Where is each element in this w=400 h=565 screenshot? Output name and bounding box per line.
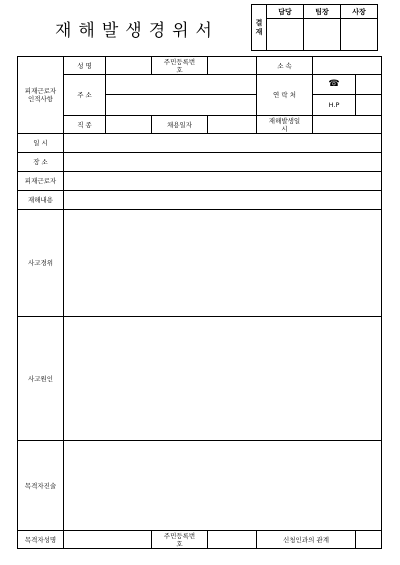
accident-datetime-label: 재해발생일 시 bbox=[257, 116, 313, 134]
witness-statement-field[interactable] bbox=[64, 441, 382, 531]
witness-rrn-label: 주민등록번 호 bbox=[152, 531, 208, 549]
witness-rrn-field[interactable] bbox=[208, 531, 257, 549]
victim-section-label: 피재근로자 인적사항 bbox=[18, 57, 64, 134]
accident-process-label: 사고경위 bbox=[18, 210, 64, 317]
contact-field[interactable] bbox=[356, 75, 382, 116]
address-line-1[interactable] bbox=[106, 75, 256, 95]
name-field[interactable] bbox=[106, 57, 152, 75]
job-field[interactable] bbox=[106, 116, 152, 134]
accident-process-field[interactable] bbox=[64, 210, 382, 317]
hire-date-field[interactable] bbox=[208, 116, 257, 134]
victim-worker-label: 피재근로자 bbox=[18, 172, 64, 191]
address-label: 주 소 bbox=[64, 75, 106, 116]
accident-cause-label: 사고원인 bbox=[18, 317, 64, 441]
place-field[interactable] bbox=[64, 153, 382, 172]
name-label: 성 명 bbox=[64, 57, 106, 75]
witness-name-field[interactable] bbox=[64, 531, 152, 549]
accident-cause-field[interactable] bbox=[64, 317, 382, 441]
hp-label: H.P bbox=[328, 101, 340, 109]
accident-datetime-field[interactable] bbox=[313, 116, 382, 134]
rrn-field[interactable] bbox=[208, 57, 257, 75]
approval-label: 결 재 bbox=[252, 5, 267, 51]
rrn-label: 주민등록번 호 bbox=[152, 57, 208, 75]
dept-field[interactable] bbox=[313, 57, 382, 75]
phone-icon: ☎ bbox=[313, 75, 355, 95]
job-label: 직 종 bbox=[64, 116, 106, 134]
approval-box bbox=[251, 4, 378, 51]
place-label: 장 소 bbox=[18, 153, 64, 172]
date-time-label: 일 시 bbox=[18, 134, 64, 153]
approval-sign-manager[interactable] bbox=[267, 19, 304, 51]
relation-label: 신청인과의 관계 bbox=[257, 531, 356, 549]
address-field[interactable] bbox=[106, 75, 257, 116]
contact-label: 연 락 처 bbox=[257, 75, 313, 116]
contact-type-cell bbox=[313, 75, 356, 116]
mobile-phone-field[interactable] bbox=[356, 95, 381, 115]
accident-detail-label: 재해내용 bbox=[18, 191, 64, 210]
date-time-field[interactable] bbox=[64, 134, 382, 153]
approval-header-manager: 담당 bbox=[267, 5, 304, 19]
witness-statement-label: 목격자진술 bbox=[18, 441, 64, 531]
hire-date-label: 채용일자 bbox=[152, 116, 208, 134]
approval-sign-ceo[interactable] bbox=[341, 19, 378, 51]
witness-name-label: 목격자성명 bbox=[18, 531, 64, 549]
approval-header-team-lead: 팀장 bbox=[304, 5, 341, 19]
accident-detail-field[interactable] bbox=[64, 191, 382, 210]
home-phone-field[interactable] bbox=[356, 75, 381, 95]
address-line-2[interactable] bbox=[106, 95, 256, 115]
document-title: 재해발생경위서 bbox=[55, 21, 219, 41]
victim-worker-field[interactable] bbox=[64, 172, 382, 191]
accident-report-form bbox=[17, 56, 382, 549]
approval-header-ceo: 사장 bbox=[341, 5, 378, 19]
dept-label: 소 속 bbox=[257, 57, 313, 75]
approval-sign-team-lead[interactable] bbox=[304, 19, 341, 51]
relation-field[interactable] bbox=[356, 531, 382, 549]
